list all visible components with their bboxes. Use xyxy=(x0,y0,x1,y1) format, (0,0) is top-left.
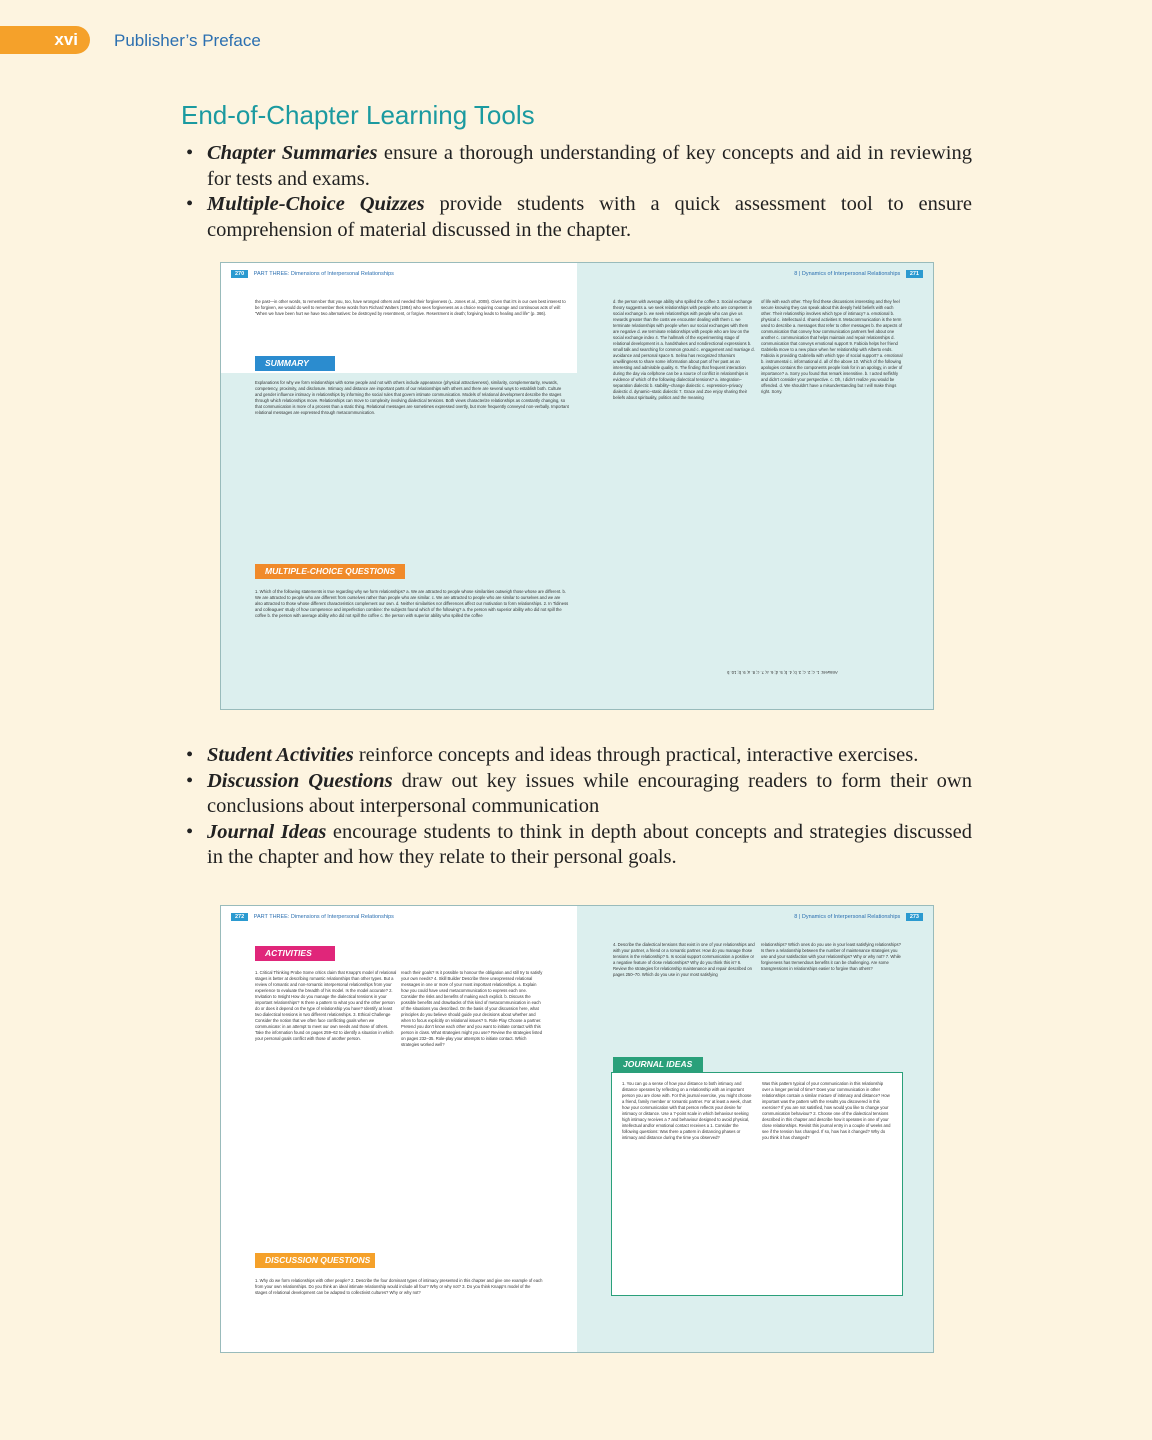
bullet-term: Discussion Questions xyxy=(207,769,393,792)
sample-page-number: 273 xyxy=(906,913,923,921)
sample-page-header xyxy=(231,914,394,925)
list-item xyxy=(186,743,972,769)
intro-text: the past—in other words, to remember that you, too, have wronged others and needed their forgiveness (L. Jones et al., 2008). Given that it’s in our own best interest to be forgiven, we would do well to remember these words from Richard Walters (1984) who sees forgiveness as a choice requiring courage and continuous acts of will: “When we have been hurt we have two alternatives: be destroyed by resentment, or forgive. Resentment is death; forgiving leads to healing and life” (p. 366). xyxy=(255,299,566,316)
running-head: Publisher’s Preface xyxy=(114,31,261,50)
sample-page-number: 271 xyxy=(906,270,923,278)
mcq-column-2: of life with each other. They find these discussions interesting and they feel secure knowing they can speak about this deeply held beliefs with each other. Their relationship involves which type of intimacy? a. emotional b. physical c. intellectual d. shared activities 8. Metacommunication is the term used to describe a. messages that refer to other messages b. the aspects of communication that convey how communication partners feel about one another c. communication that helps maintain and repair relationships d. communication that conveys emotional support 9. Fabiola helps her friend Gabriella move to a new place when her relationship with Alberto ends. Fabiola is providing Gabriella with which type of social support? a. emotional b. instrumental c. informational d. all of the above 10. Which of the following apologies contains the components people look for in an apology, in order of importance? a. Sorry you found that remark insensitive. b. I acted selfishly and didn’t consider your perspective. c. Oh, I didn’t realize you would be offended. d. We shouldn’t have a misunderstanding but I will make things right. Sorry. xyxy=(761,299,903,394)
sample-running-head: 8 | Dynamics of Interpersonal Relationships xyxy=(794,271,901,277)
activities-column-2: reach their goals? Is it possible to honour the obligation and still try to satisfy your own needs? 4. Skill Builder Describe three unexpressed relational messages in one or more of your most important relationships. a. Explain how you could have used metacommunication to express each one. Consider the risks and benefits of making each explicit. b. Discuss the possible benefits and drawbacks of this kind of metacommunication in each of the situations you described. On the basis of your discussion here, what principles do you believe should guide your decisions about whether and when to focus explicitly on relational issues? 5. Role Play Choose a partner. Pretend you don’t know each other and you want to initiate contact with this person in class. What strategies might you use? Review the strategies listed on pages 232–35. Role-play your attempts to initiate contact. Which strategies worked well? xyxy=(401,970,543,1047)
sample-page-number: 272 xyxy=(231,913,248,921)
bullet-text: draw out key issues while encouraging readers to form their own conclusions about interpersonal communication xyxy=(207,769,972,817)
summary-banner: SUMMARY xyxy=(255,356,335,371)
bullet-term: Journal Ideas xyxy=(207,820,327,843)
mcq-column-1: d. the person with average ability who spilled the coffee 3. Social exchange theory suggests a. we seek relationships with people who are competent in social exchange b. we seek relationships with people who can give us rewards greater than the costs we encounter dealing with them c. we terminate relationships with people when our social exchanges with them are negative d. we terminate relationships with people who are low on the social exchange index 4. The hallmark of the experimenting stage of relational development is a. handshakes and nondirectional expressions b. small talk and searching for common ground c. engagement and marriage d. avoidance and personal space 5. Selina has recognized Shamia’s unwillingness to share some information about part of her past as an interesting and admirable quality. 6. The finding that frequent interaction during the day via cellphone can be a source of conflict in relationships is evidence of which of the following dialectical tensions? a. integration–separation dialectic b. stability–change dialectic c. expression–privacy dialectic d. dynamic–static dialectic 7. Grace and Zoe enjoy sharing their beliefs about spirituality, politics and the meaning xyxy=(613,299,755,400)
bullet-text: encourage students to think in depth about concepts and strategies discussed in the chapter and how they relate to their personal goals. xyxy=(207,820,972,868)
sample-running-head: PART THREE: Dimensions of Interpersonal Relationships xyxy=(253,271,394,277)
activities-banner: ACTIVITIES xyxy=(255,946,335,961)
discussion-text: 1. Why do we form relationships with other people? 2. Describe the four dominant types of intimacy presented in this chapter and give one example of each from your own relationships. Do you think an ideal intimate relationship would include all four? Why or why not? 3. Do you think Knapp’s model of the stages of relational development can be adapted to collectivist cultures? Why or why not? xyxy=(255,1278,543,1295)
bullet-text: ensure a thorough understanding of key concepts and aid in reviewing for tests and exams. xyxy=(207,142,972,190)
bullet-text: reinforce concepts and ideas through practical, interactive exercises. xyxy=(353,744,919,766)
sample-spread-summary xyxy=(220,262,934,710)
sample-page-header xyxy=(794,271,923,282)
journal-banner: JOURNAL IDEAS xyxy=(613,1057,703,1072)
sample-spread-activities xyxy=(220,905,934,1353)
mcq-text: 1. Which of the following statements is true regarding why we form relationships? a. We are attracted to people whose similarities outweigh those whose are different. b. We are attracted to people who are different from ourselves rather than people who are similar. c. We are attracted to people who are similar to ourselves and we are also attracted to those whose different characteristics complement our own. d. Neither similarities nor differences affect our motivation to form relationships. 2. In Tidiness and colleagues’ study of how competence and imperfection combine: the subjects found which of the following? a. the person with superior ability who did not spill the coffee b. the person with average ability who did not spill the coffee c. the person with superior ability who spilled the coffee xyxy=(255,589,569,618)
sample-right-page xyxy=(577,263,933,709)
discussion-column-1: 4. Describe the dialectical tensions that exist in one of your relationships and with your partner, a friend or a romantic partner. How do you manage those tensions in the relationship? 5. Is social support communication a positive or a negative feature of close relationships? Why do you think this is? 6. Review the strategies for relationship maintenance and repair described on pages 250–70. Which do you use in your most satisfying xyxy=(613,942,755,977)
discussion-column-2: relationships? Which ones do you use in your least satisfying relationships? Is there a relationship between the number of maintenance strategies you use and your satisfaction with your relationships? Why or why not? 7. While forgiveness has tremendous benefits it can be challenging. Are some transgressions in relationships easier to forgive than others? xyxy=(761,942,901,971)
answers-text: Answers: 1. c; 2. c; 3. b; 4. b; 5. d; 6. a; 7. c; 8. a; 9. b; 10. b xyxy=(727,670,838,675)
list-item xyxy=(186,141,972,192)
journal-column-2: Was this pattern typical of your communication in this relationship over a longer period of time? Does your communication in other relationships contain a similar mixture of intimacy and distance? How important was the pattern with the results you discovered in this exercise? If you are not satisfied, how would you like to change your communication behaviour? 2. Choose one of the dialectical tensions described in this chapter and describe how it operates in one of your close relationships. Revisit this journal entry in a couple of weeks and see if the tension has changed. If so, how has it changed? Why do you think it has changed? xyxy=(762,1081,891,1140)
summary-text: Explanations for why we form relationships with some people and not with others include appearance (physical attractiveness), similarity, complementarity, rewards, competency, proximity, and disclosure. Intimacy and distance are important parts of our relationships with others and there are several ways to establish both. Culture and gender influence intimacy in relationships by informing the social rules that govern intimate communication. Models of relational development describe the stages through which relationships move. Relationships can move to complexity involving dialectical tensions. Both views characterize relationships as constantly changing, so that communication is more of a process than a static thing. Relational messages are sometimes expressed overtly, but more frequently conveyed non-verbally. Important relational messages are expressed through metacommunication. xyxy=(255,380,569,415)
sample-left-page xyxy=(221,906,577,1352)
bullet-term: Student Activities xyxy=(207,744,354,766)
sample-running-head: PART THREE: Dimensions of Interpersonal Relationships xyxy=(253,914,394,920)
sample-running-head: 8 | Dynamics of Interpersonal Relationships xyxy=(794,914,901,920)
page-number-tab xyxy=(0,26,90,54)
discussion-banner: DISCUSSION QUESTIONS xyxy=(255,1253,375,1268)
list-item xyxy=(186,820,972,871)
journal-box xyxy=(611,1072,903,1296)
bullet-term: Multiple-Choice Quizzes xyxy=(207,193,425,215)
mcq-banner: MULTIPLE-CHOICE QUESTIONS xyxy=(255,564,405,579)
sample-page-number: 270 xyxy=(231,270,248,278)
sample-left-page xyxy=(221,263,577,709)
sample-right-page xyxy=(577,906,933,1352)
sample-page-header xyxy=(794,914,923,925)
page-number: xvi xyxy=(54,30,78,49)
bullet-list-top xyxy=(186,141,972,243)
journal-column-1: 1. You can go a sense of how your distance to both intimacy and distance operates by reflecting on a relationship with an important person you are close with. For this journal exercise, you might choose a friend, family member or romantic partner. For at least a week, chart how your communication with that person reflects your desire for intimacy or distance. Use a 7-point scale in which behaviour seeking high intimacy receives a 7 and behaviour designed to avoid physical, intellectual and/or emotional contact receives a 1. Consider the following questions: Was there a pattern in distancing phases or intimacy and distance during the time you observed? xyxy=(622,1081,752,1140)
list-item xyxy=(186,769,972,820)
bullet-text: provide students with a quick assessment tool to ensure comprehension of material discussed in the chapter. xyxy=(207,193,972,241)
section-title: End-of-Chapter Learning Tools xyxy=(181,100,535,130)
bullet-term: Chapter Summaries xyxy=(207,142,378,164)
sample-page-header xyxy=(231,271,394,282)
activities-column-1: 1. Critical Thinking Probe Some critics claim that Knapp’s model of relational stages is better at describing romantic relationships than other types. But a review of romantic and non-romantic interpersonal relationships from your experience to evaluate the breadth of his model. Is the model accurate? 2. Invitation to Insight How do you manage the dialectical tensions in your important relationships? Is there a pattern to what you and the other person do or does it depend on the type of relationship you have? Identify at least two dialectical tensions in two different relationships. 3. Ethical Challenge Consider the notion that we often face conflicting goals when we communicate: in an attempt to meet our own needs and those of others. Take the information found on pages 259–62 to identify a situation in which your personal goals conflict with those of another person. xyxy=(255,970,397,1041)
list-item xyxy=(186,192,972,243)
bullet-list-bottom xyxy=(186,743,972,871)
